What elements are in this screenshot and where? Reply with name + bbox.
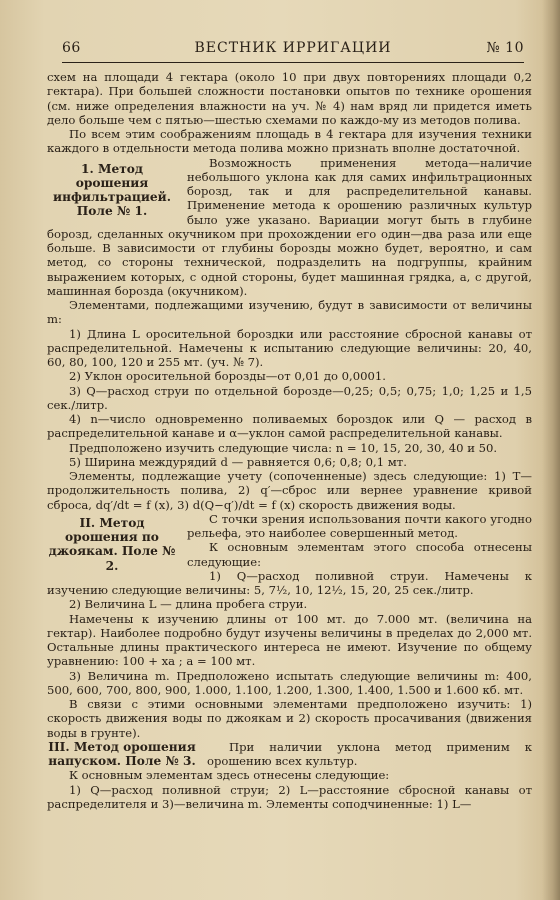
section-heading-infiltration: 1. Метод орошения инфильтрацией. Поле № 1. <box>53 161 171 219</box>
list-item: 3) Величина m. Предположено испытать следующие величины m: 400, 500, 600, 700, 800, 900, 1.000, 1.100, 1.200, 1.300, 1.400, 1.500 и 1.600 кб. мт. <box>47 668 532 697</box>
paragraph: К основным элементам здесь отнесены следующие: <box>69 768 390 783</box>
paragraph: Элементы, подлежащие учету (сопоченненые) здесь следующие: 1) T—продолжительность полива, 2) q′—сброс или вернее уравнение кривой сброса, dq′/dt = f (x), 3) d(Q−q′)/dt = f (x) скорость движения воды. <box>47 469 532 512</box>
paragraph: Возможность применения метода—наличие небольшого уклона как для самих инфильтрационных борозд, так и для распределительной канавы. Применение метода к орошению различных культур было уже указано. Вариации могут быть в глубине борозд, сделанных окучником при прохождении его один—два раза или еще больше. В зависимости от глубины борозды можно будет, вероятно, и сам метод, со стороны технической, подразделить на подгруппы, крайним выражением которых, с одной стороны, будет машинная грядка, а, с другой, машинная борозда (окучником). <box>47 155 532 298</box>
paragraph: С точки зрения использования почти какого угодно рельефа, это наиболее совершенный метод. <box>187 511 532 540</box>
page-edge-shadow <box>542 0 560 900</box>
paragraph: При наличии уклона метод применим к орошению всех культур. <box>207 739 532 768</box>
running-header <box>62 40 524 62</box>
list-item: 1) Длина L оросительной бороздки или расстояние сбросной канавы от распределительной. Намечены к испытанию следующие величины: 20, 40, 60, 80, 100, 120 и 255 мт. (уч. № 7). <box>47 326 532 369</box>
list-item: 1) Q—расход поливной струи. Намечены к изучению следующие величины: 5, 7½, 10, 12½, 15, 20, 25 сек./литр. <box>47 568 532 597</box>
page-number: 66 <box>62 40 81 56</box>
section-heading-dzhoyaki: II. Метод орошения по джоякам. Поле № 2. <box>48 515 176 573</box>
section-heading-flooding: III. Метод орошения напуском. Поле № 3. <box>48 739 196 768</box>
paragraph: Намечены к изучению длины от 100 мт. до 7.000 мт. (величина на гектар). Наиболее подробно будут изучены величины в пределах до 2,000 мт. Остальные длины практического интереса не имеют. Изучение по общему уравнению: 100 + xa ; a = 100 мт. <box>47 611 532 669</box>
header-rule <box>62 62 524 63</box>
paragraph: схем на площади 4 гектара (около 10 при двух повторениях площади 0,2 гектара). При большей сложности постановки опытов по технике орошения (см. ниже определения влажности на уч. № 4) нам вряд ли придется иметь дело больше чем с пятью—шестью схемами по каждо-му из методов полива. <box>47 70 532 127</box>
list-item: 1) Q—расход поливной струи; 2) L—расстояние сбросной канавы от распределителя и 3)—величина m. Элементы соподчиненные: 1) L— <box>47 782 532 811</box>
paragraph: Элементами, подлежащими изучению, будут в зависимости от величины m: <box>47 298 532 327</box>
list-item: 4) n—число одновременно поливаемых бороздок или Q — расход в распределительной канаве и α—уклон самой распределительной канавы. <box>47 412 532 441</box>
paragraph: По всем этим соображениям площадь в 4 гектара для изучения техники каждого в отдельности метода полива можно признать вполне достаточной. <box>47 127 532 156</box>
list-item: 2) Величина L — длина пробега струи. <box>69 597 308 612</box>
issue-number: № 10 <box>486 40 524 56</box>
list-item: 3) Q—расход струи по отдельной борозде—0,25; 0,5; 0,75; 1,0; 1,25 и 1,5 сек./литр. <box>47 383 532 412</box>
paragraph: Предположено изучить следующие числа: n = 10, 15, 20, 30, 40 и 50. <box>69 440 498 455</box>
article-body <box>47 70 532 811</box>
paragraph: К основным элементам этого способа отнесены следующие: <box>187 540 532 569</box>
list-item: 5) Ширина междурядий d — равняется 0,6; 0,8; 0,1 мт. <box>69 454 407 469</box>
list-item: 2) Уклон оросительной борозды—от 0,01 до 0,0001. <box>69 369 386 384</box>
journal-title: ВЕСТНИК ИРРИГАЦИИ <box>194 40 392 56</box>
paragraph: В связи с этими основными элементами предположено изучить: 1) скорость движения воды по джоякам и 2) скорость просачивания (движения воды в грунте). <box>47 697 532 740</box>
